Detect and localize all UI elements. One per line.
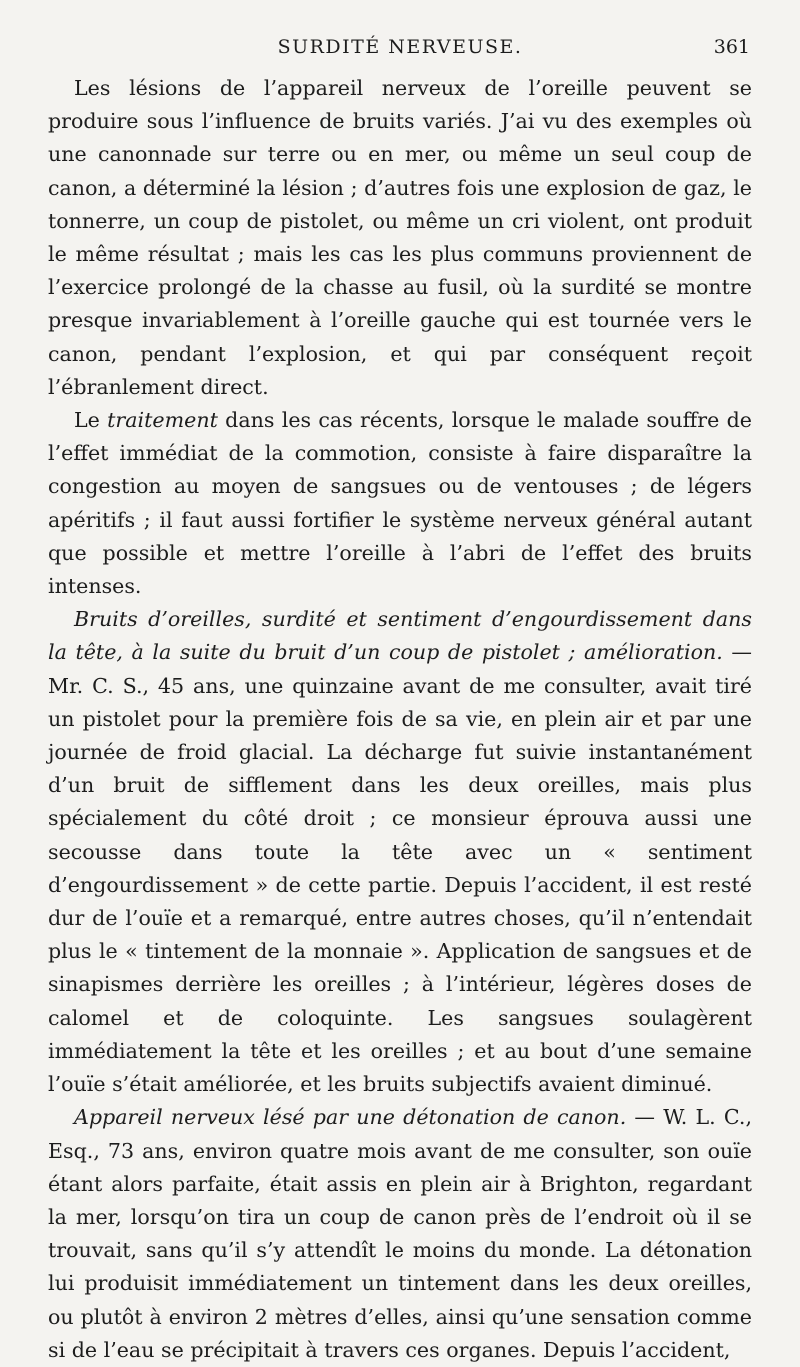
case-title: Appareil nerveux lésé par une détonation de canon. [74, 1105, 627, 1130]
paragraph-text: — Mr. C. S., 45 ans, une quinzaine avant de me consulter, avait tiré un pistolet pour la première fois de sa vie, en plein air et par une journée de froid glacial. La décharge fut suivie instantanément d’un bruit de sifflement dans les deux oreilles, mais plus spécialement du côté droit ; ce monsieur éprouva aussi une secousse dans toute la tête avec un « sentiment d’engourdissement » de cette partie. Depuis l’accident, il est resté dur de l’ouïe et a remarqué, entre autres choses, qu’il n’entendait plus le « tintement de la monnaie ». Application de sangsues et de sinapismes derrière les oreilles ; à l’intérieur, légères doses de calomel et de coloquinte. Les sangsues soulagèrent immédiatement la tête et les oreilles ; et au bout d’une semaine l’ouïe s’était améliorée, et les bruits subjectifs avaient diminué. [48, 640, 752, 1097]
paragraph-treatment [48, 404, 752, 603]
page-header [0, 36, 800, 64]
italic-term: traitement [107, 408, 218, 433]
paragraph-case-pistol [48, 603, 752, 1101]
paragraph-case-cannon [48, 1101, 752, 1367]
paragraph-text: Les lésions de l’appareil nerveux de l’oreille peuvent se produire sous l’influence de bruits variés. J’ai vu des exemples où une canonnade sur terre ou en mer, ou même un seul coup de canon, a déterminé la lésion ; d’autres fois une explosion de gaz, le tonnerre, un coup de pistolet, ou même un cri violent, ont produit le même résultat ; mais les cas les plus communs proviennent de l’exercice prolongé de la chasse au fusil, où la surdité se montre presque invariablement à l’oreille gauche qui est tournée vers le canon, pendant l’explosion, et qui par conséquent reçoit l’ébranlement direct. [48, 76, 752, 399]
body-text [48, 72, 752, 1367]
running-title: SURDITÉ NERVEUSE. [277, 36, 523, 58]
paragraph-text: — W. L. C., Esq., 73 ans, environ quatre mois avant de me consulter, son ouïe étant alors parfaite, était assis en plein air à Brighton, regardant la mer, lorsqu’on tira un coup de canon près de l’endroit où il se trouvait, sans qu’il s’y attendît le moins du monde. La détonation lui produisit immédiatement un tintement dans les deux oreilles, ou plutôt à environ 2 mètres d’elles, ainsi qu’une sensation comme si de l’eau se précipitait à travers ces organes. Depuis l’accident, [48, 1105, 752, 1362]
paragraph-noise-lesions [48, 72, 752, 404]
paragraph-lead: Le [74, 408, 108, 433]
paragraph-text: dans les cas récents, lorsque le malade souffre de l’effet immédiat de la commotion, consiste à faire disparaître la congestion au moyen de sangsues ou de ventouses ; de légers apéritifs ; il faut aussi fortifier le système nerveux général autant que possible et mettre l’oreille à l’abri de l’effet des bruits intenses. [48, 408, 752, 599]
page-number: 361 [713, 36, 750, 58]
case-title: Bruits d’oreilles, surdité et sentiment d’engourdissement dans la tête, à la suite du bruit d’un coup de pistolet ; amélioration. [48, 607, 752, 665]
